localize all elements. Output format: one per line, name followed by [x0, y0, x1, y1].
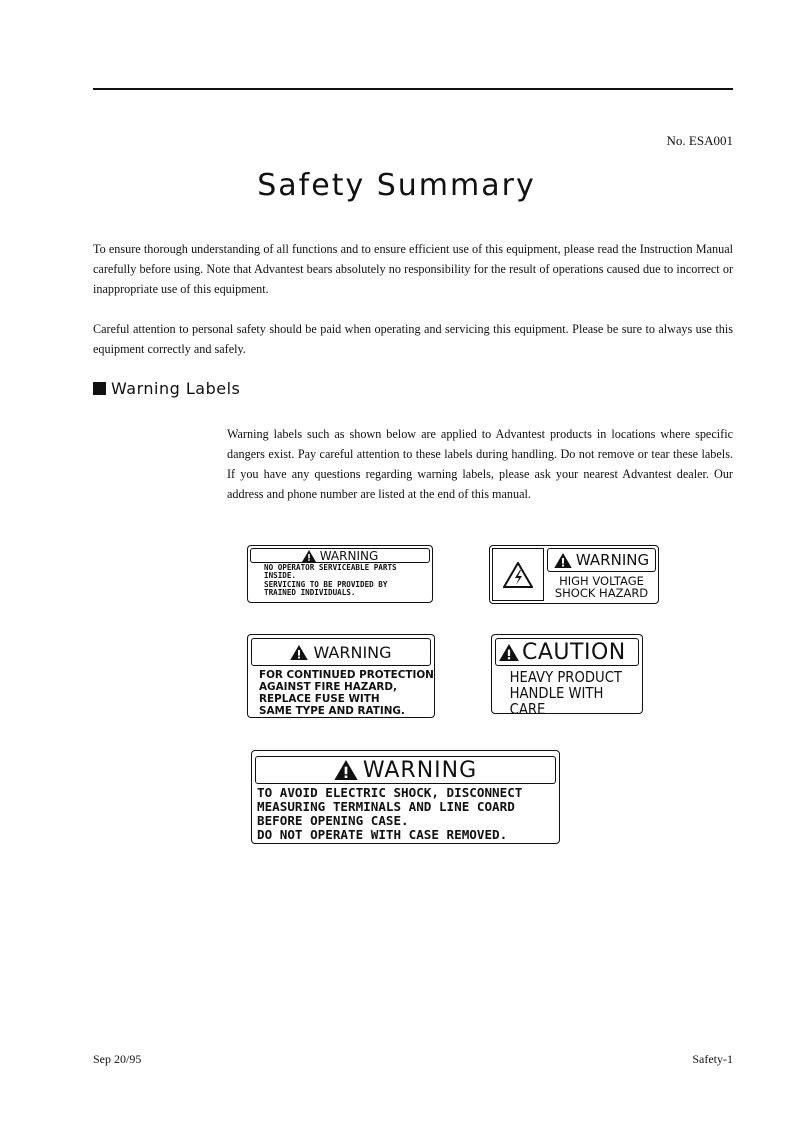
caution-label-heavy: [491, 634, 643, 718]
label-line: MEASURING TERMINALS AND LINE COARD: [257, 799, 515, 814]
label-text: [547, 572, 656, 599]
footer-page-number: Safety-1: [692, 1052, 733, 1066]
label-header: [250, 548, 430, 563]
page-title: Safety Summary: [257, 168, 536, 203]
square-bullet-icon: [93, 382, 106, 395]
intro-paragraph-2: Careful attention to personal safety should be paid when operating and servicing this equipment. Please be sure to always use this equipment correctly and safely.: [93, 322, 733, 356]
label-line: AGAINST FIRE HAZARD,: [259, 681, 397, 693]
label-title: CAUTION: [522, 639, 626, 665]
label-text: [252, 784, 559, 842]
warning-triangle-icon: [334, 760, 358, 780]
label-text: [248, 563, 432, 597]
warning-triangle-icon: [302, 550, 316, 562]
label-line: SAME TYPE AND RATING.: [259, 705, 405, 717]
intro-paragraph-1: To ensure thorough understanding of all functions and to ensure efficient use of this equipment, please read the Instruction Manual carefully before using. Note that Advantest bears absolutely no responsibility for the result of operations caused due to incorrect or inappropriate use of this equipment.: [93, 242, 733, 296]
label-line: FOR CONTINUED PROTECTION: [259, 669, 434, 681]
electric-shock-icon: [503, 562, 533, 588]
label-line: INSIDE.: [264, 571, 297, 581]
section-heading: [93, 379, 240, 398]
label-line: DO NOT OPERATE WITH CASE REMOVED.: [257, 827, 508, 842]
label-title: WARNING: [313, 642, 392, 662]
label-title: WARNING: [575, 551, 650, 569]
label-line: HEAVY PRODUCT: [509, 668, 622, 686]
label-title: WARNING: [319, 548, 379, 563]
label-line: HANDLE WITH: [509, 684, 604, 702]
section-heading-text: Warning Labels: [111, 379, 241, 398]
warning-label-fuse: [247, 634, 435, 718]
label-line: SHOCK HAZARD: [554, 586, 649, 600]
label-line: SERVICING TO BE PROVIDED BY: [264, 579, 388, 589]
header-rule: [93, 88, 733, 90]
label-line: CARE: [509, 700, 546, 718]
label-header: [495, 638, 639, 666]
label-text: [492, 666, 624, 717]
label-header: [547, 548, 656, 572]
shock-hazard-box: [492, 548, 544, 601]
warning-triangle-icon: [499, 644, 519, 661]
label-title: WARNING: [362, 757, 478, 783]
label-line: TRAINED INDIVIDUALS.: [264, 588, 356, 598]
warning-triangle-icon: [554, 553, 572, 568]
label-line: TO AVOID ELECTRIC SHOCK, DISCONNECT: [257, 785, 523, 800]
footer-date: Sep 20/95: [93, 1052, 142, 1066]
warning-label-electric-shock: [251, 750, 560, 844]
label-line: REPLACE FUSE WITH: [259, 693, 380, 705]
warning-label-high-voltage: [489, 545, 659, 604]
label-line: BEFORE OPENING CASE.: [257, 813, 409, 828]
warning-triangle-icon: [290, 645, 308, 660]
label-header: [255, 756, 556, 784]
label-text: [248, 666, 434, 717]
warning-labels-paragraph: Warning labels such as shown below are applied to Advantest products in locations where specific dangers exist. Pay careful attention to these labels during handling. Do not remove or tear these labels. If you have any questions regarding warning labels, please ask your nearest Advantest dealer. Our address and phone number are listed at the end of this manual.: [227, 427, 733, 501]
label-line: HIGH VOLTAGE: [559, 574, 644, 588]
warning-label-service: [247, 545, 433, 603]
document-number: No. ESA001: [666, 133, 733, 148]
label-header: [251, 638, 431, 666]
label-line: NO OPERATOR SERVICEABLE PARTS: [264, 563, 397, 572]
